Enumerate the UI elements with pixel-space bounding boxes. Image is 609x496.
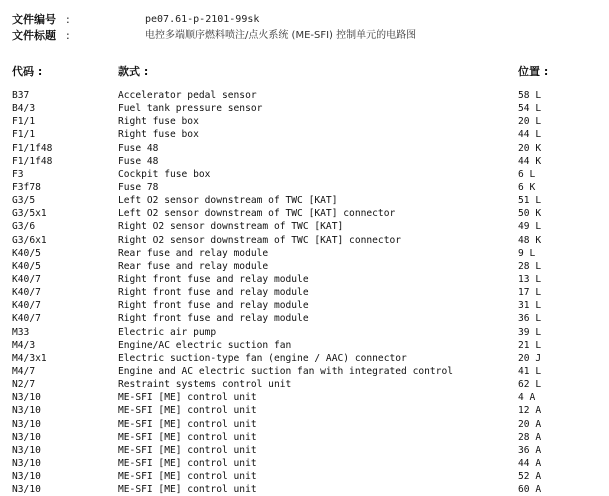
doc-title-colon: : [66,29,70,42]
table-row [12,115,602,128]
table-row [12,102,602,115]
row-code: F3 [12,168,24,180]
row-code: N3/10 [12,431,41,443]
table-row [12,326,602,339]
row-code: K40/7 [12,300,41,312]
row-position: 20 L [518,116,542,128]
row-position: 17 L [518,287,542,299]
table-row [12,457,602,470]
row-description: ME-SFI [ME] control unit [118,418,257,430]
row-description: Right front fuse and relay module [118,300,309,312]
row-description: ME-SFI [ME] control unit [118,444,257,456]
row-code: G3/5 [12,195,36,207]
row-code: G3/5x1 [12,208,47,220]
row-description: ME-SFI [ME] control unit [118,431,257,443]
row-code: F1/1f48 [12,142,53,154]
row-position: 31 L [518,300,542,312]
row-description: Right fuse box [118,129,199,141]
row-code: K40/7 [12,287,41,299]
row-position: 54 L [518,103,542,115]
row-code: F1/1 [12,129,36,141]
doc-number-label: 文件编号 [12,13,56,26]
row-description: Fuel tank pressure sensor [118,103,263,115]
row-code: M4/3 [12,339,36,351]
row-description: ME-SFI [ME] control unit [118,471,257,483]
row-position: 60 A [518,484,542,496]
row-description: ME-SFI [ME] control unit [118,405,257,417]
row-code: N3/10 [12,457,41,469]
doc-number-row [12,12,602,28]
row-description: Right O2 sensor downstream of TWC [KAT] connector [118,234,402,246]
row-position: 20 K [518,142,542,154]
table-row [12,247,602,260]
row-description: Left O2 sensor downstream of TWC [KAT] connector [118,208,396,220]
row-description: Fuse 48 [118,142,159,154]
table-header [12,64,602,80]
row-description: Right front fuse and relay module [118,287,309,299]
table-row [12,299,602,312]
row-code: K40/5 [12,260,41,272]
doc-number-value: pe07.61-p-2101-99sk [145,14,260,25]
table-row [12,444,602,457]
row-position: 48 K [518,234,542,246]
row-description: Accelerator pedal sensor [118,90,257,101]
row-code: N3/10 [12,444,41,456]
row-description: Electric air pump [118,326,217,338]
doc-title-label: 文件标题 [12,29,56,42]
table-row [12,378,602,391]
row-position: 6 L [518,168,536,180]
row-description: Fuse 78 [118,181,159,193]
row-position: 20 A [518,418,542,430]
row-position: 9 L [518,247,536,259]
row-description: Cockpit fuse box [118,168,211,180]
row-code: F1/1f48 [12,155,53,167]
row-position: 36 L [518,313,542,325]
row-position: 51 L [518,195,542,207]
doc-title-value: 电控多端顺序燃料喷注/点火系统 (ME-SFI) 控制单元的电路图 [145,30,417,41]
table-row [12,260,602,273]
row-code: N3/10 [12,484,41,496]
row-position: 36 A [518,444,542,456]
row-description: Restraint systems control unit [118,379,292,391]
table-row [12,431,602,444]
row-code: N3/10 [12,471,41,483]
row-code: M4/3x1 [12,352,47,364]
doc-title-row [12,28,602,44]
row-code: N3/10 [12,418,41,430]
table-row [12,234,602,247]
table-row [12,391,602,404]
row-code: F3f78 [12,181,41,193]
row-description: Fuse 48 [118,155,159,167]
row-position: 44 A [518,457,542,469]
row-description: ME-SFI [ME] control unit [118,392,257,404]
row-position: 52 A [518,471,542,483]
table-row [12,194,602,207]
table-row [12,365,602,378]
row-description: Rear fuse and relay module [118,260,269,272]
table-row [12,404,602,417]
column-header-code: 代码 : [12,65,43,78]
row-position: 58 L [518,90,542,101]
row-position: 4 A [518,392,536,404]
column-header-position: 位置 : [518,65,549,78]
row-code: N2/7 [12,379,36,391]
row-code: F1/1 [12,116,36,128]
table-row [12,470,602,483]
row-code: N3/10 [12,405,41,417]
row-description: Right front fuse and relay module [118,313,309,325]
row-position: 44 K [518,155,542,167]
row-code: M33 [12,326,30,338]
row-position: 21 L [518,339,542,351]
row-description: ME-SFI [ME] control unit [118,457,257,469]
row-code: G3/6x1 [12,234,47,246]
table-row [12,89,602,102]
table-row [12,483,602,496]
document-meta [12,12,602,44]
row-position: 28 A [518,431,542,443]
row-code: K40/7 [12,313,41,325]
row-position: 62 L [518,379,542,391]
table-row [12,181,602,194]
row-code: B4/3 [12,103,36,115]
row-position: 13 L [518,273,542,285]
row-code: M4/7 [12,365,36,377]
table-row [12,128,602,141]
row-description: ME-SFI [ME] control unit [118,484,257,496]
table-row [12,312,602,325]
row-position: 39 L [518,326,542,338]
component-table [12,89,602,496]
row-code: B37 [12,90,30,101]
table-row [12,418,602,431]
row-position: 20 J [518,352,542,364]
row-position: 12 A [518,405,542,417]
row-description: Engine and AC electric suction fan with integrated control [118,365,454,377]
row-position: 6 K [518,181,536,193]
row-description: Right fuse box [118,116,199,128]
row-description: Engine/AC electric suction fan [118,339,292,351]
row-description: Electric suction-type fan (engine / AAC) connector [118,352,407,364]
table-row [12,207,602,220]
doc-number-colon: : [66,13,70,26]
row-position: 44 L [518,129,542,141]
row-description: Right front fuse and relay module [118,273,309,285]
table-row [12,352,602,365]
row-code: G3/6 [12,221,36,233]
row-position: 49 L [518,221,542,233]
table-row [12,286,602,299]
row-code: N3/10 [12,392,41,404]
column-header-description: 款式 : [118,65,149,78]
row-position: 41 L [518,365,542,377]
row-code: K40/5 [12,247,41,259]
row-position: 50 K [518,208,542,220]
row-description: Right O2 sensor downstream of TWC [KAT] [118,221,344,233]
row-position: 28 L [518,260,542,272]
row-description: Rear fuse and relay module [118,247,269,259]
table-row [12,220,602,233]
table-row [12,142,602,155]
row-description: Left O2 sensor downstream of TWC [KAT] [118,195,338,207]
table-row [12,273,602,286]
row-code: K40/7 [12,273,41,285]
table-row [12,339,602,352]
table-row [12,155,602,168]
table-row [12,168,602,181]
